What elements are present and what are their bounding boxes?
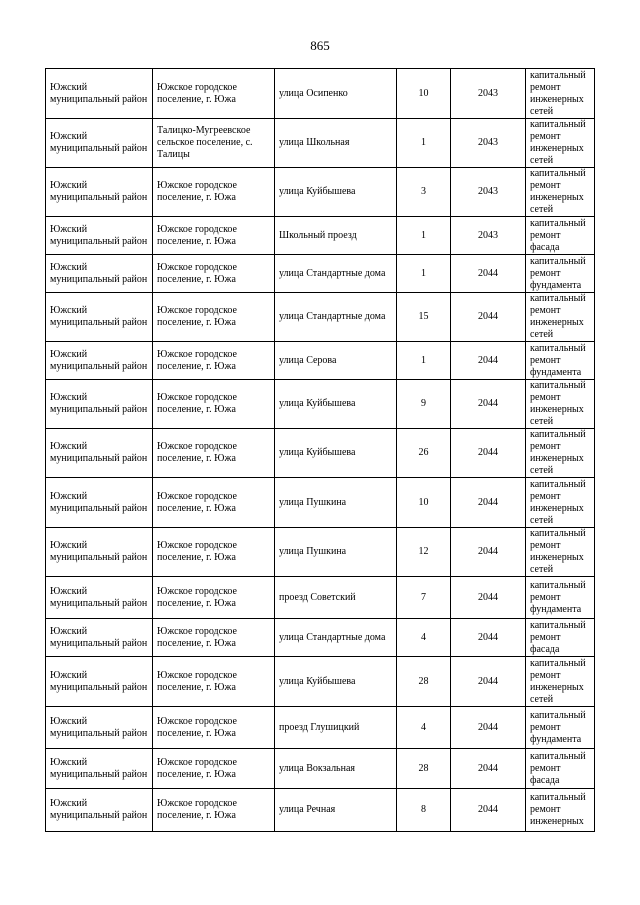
settlement-cell: Южское городское поселение, г. Южа bbox=[153, 789, 275, 832]
year-cell: 2044 bbox=[451, 657, 526, 707]
house-number-cell: 28 bbox=[397, 657, 451, 707]
table-row bbox=[46, 119, 595, 168]
year-cell: 2044 bbox=[451, 342, 526, 380]
settlement-cell: Южское городское поселение, г. Южа bbox=[153, 577, 275, 619]
district-cell: Южский муниципальный район bbox=[46, 577, 153, 619]
work-type-cell: капитальный ремонт фундамента bbox=[526, 577, 595, 619]
work-type-cell: капитальный ремонт инженерных сетей bbox=[526, 657, 595, 707]
district-cell: Южский муниципальный район bbox=[46, 789, 153, 832]
house-number-cell: 7 bbox=[397, 577, 451, 619]
settlement-cell: Южское городское поселение, г. Южа bbox=[153, 69, 275, 119]
work-type-cell: капитальный ремонт инженерных сетей bbox=[526, 429, 595, 478]
work-type-cell: капитальный ремонт инженерных bbox=[526, 789, 595, 832]
work-type-cell: капитальный ремонт фасада bbox=[526, 619, 595, 657]
house-number-cell: 3 bbox=[397, 168, 451, 217]
settlement-cell: Талицко-Мугреевское сельское поселение, с. Талицы bbox=[153, 119, 275, 168]
house-number-cell: 1 bbox=[397, 342, 451, 380]
work-type-cell: капитальный ремонт инженерных сетей bbox=[526, 478, 595, 528]
table-row bbox=[46, 217, 595, 255]
work-type-cell: капитальный ремонт инженерных сетей bbox=[526, 528, 595, 577]
settlement-cell: Южское городское поселение, г. Южа bbox=[153, 342, 275, 380]
page-number: 865 bbox=[310, 38, 330, 53]
settlement-cell: Южское городское поселение, г. Южа bbox=[153, 293, 275, 342]
house-number-cell: 4 bbox=[397, 707, 451, 749]
year-cell: 2044 bbox=[451, 293, 526, 342]
settlement-cell: Южское городское поселение, г. Южа bbox=[153, 749, 275, 789]
year-cell: 2044 bbox=[451, 528, 526, 577]
year-cell: 2044 bbox=[451, 478, 526, 528]
table-row bbox=[46, 69, 595, 119]
settlement-cell: Южское городское поселение, г. Южа bbox=[153, 168, 275, 217]
district-cell: Южский муниципальный район bbox=[46, 255, 153, 293]
district-cell: Южский муниципальный район bbox=[46, 749, 153, 789]
year-cell: 2043 bbox=[451, 217, 526, 255]
house-number-cell: 8 bbox=[397, 789, 451, 832]
year-cell: 2043 bbox=[451, 69, 526, 119]
settlement-cell: Южское городское поселение, г. Южа bbox=[153, 528, 275, 577]
street-cell: улица Пушкина bbox=[275, 478, 397, 528]
settlement-cell: Южское городское поселение, г. Южа bbox=[153, 478, 275, 528]
house-number-cell: 4 bbox=[397, 619, 451, 657]
street-cell: улица Стандартные дома bbox=[275, 255, 397, 293]
work-type-cell: капитальный ремонт инженерных сетей bbox=[526, 380, 595, 429]
table-row bbox=[46, 707, 595, 749]
work-type-cell: капитальный ремонт инженерных сетей bbox=[526, 168, 595, 217]
street-cell: проезд Советский bbox=[275, 577, 397, 619]
street-cell: улица Пушкина bbox=[275, 528, 397, 577]
district-cell: Южский муниципальный район bbox=[46, 342, 153, 380]
street-cell: улица Куйбышева bbox=[275, 429, 397, 478]
street-cell: Школьный проезд bbox=[275, 217, 397, 255]
work-type-cell: капитальный ремонт фундамента bbox=[526, 707, 595, 749]
district-cell: Южский муниципальный район bbox=[46, 478, 153, 528]
district-cell: Южский муниципальный район bbox=[46, 380, 153, 429]
settlement-cell: Южское городское поселение, г. Южа bbox=[153, 707, 275, 749]
year-cell: 2044 bbox=[451, 789, 526, 832]
street-cell: улица Речная bbox=[275, 789, 397, 832]
house-number-cell: 12 bbox=[397, 528, 451, 577]
table-row bbox=[46, 749, 595, 789]
district-cell: Южский муниципальный район bbox=[46, 69, 153, 119]
year-cell: 2044 bbox=[451, 707, 526, 749]
settlement-cell: Южское городское поселение, г. Южа bbox=[153, 255, 275, 293]
table-row bbox=[46, 168, 595, 217]
settlement-cell: Южское городское поселение, г. Южа bbox=[153, 657, 275, 707]
year-cell: 2044 bbox=[451, 429, 526, 478]
settlement-cell: Южское городское поселение, г. Южа bbox=[153, 619, 275, 657]
street-cell: улица Школьная bbox=[275, 119, 397, 168]
street-cell: улица Осипенко bbox=[275, 69, 397, 119]
work-type-cell: капитальный ремонт инженерных сетей bbox=[526, 293, 595, 342]
work-type-cell: капитальный ремонт инженерных сетей bbox=[526, 119, 595, 168]
year-cell: 2044 bbox=[451, 255, 526, 293]
work-type-cell: капитальный ремонт инженерных сетей bbox=[526, 69, 595, 119]
table-row bbox=[46, 429, 595, 478]
district-cell: Южский муниципальный район bbox=[46, 619, 153, 657]
street-cell: улица Вокзальная bbox=[275, 749, 397, 789]
house-number-cell: 1 bbox=[397, 119, 451, 168]
district-cell: Южский муниципальный район bbox=[46, 528, 153, 577]
district-cell: Южский муниципальный район bbox=[46, 217, 153, 255]
settlement-cell: Южское городское поселение, г. Южа bbox=[153, 380, 275, 429]
street-cell: улица Куйбышева bbox=[275, 380, 397, 429]
table-row bbox=[46, 478, 595, 528]
table-row bbox=[46, 342, 595, 380]
settlement-cell: Южское городское поселение, г. Южа bbox=[153, 217, 275, 255]
work-type-cell: капитальный ремонт фундамента bbox=[526, 342, 595, 380]
district-cell: Южский муниципальный район bbox=[46, 168, 153, 217]
house-number-cell: 9 bbox=[397, 380, 451, 429]
table-row bbox=[46, 528, 595, 577]
table-row bbox=[46, 293, 595, 342]
registry-table bbox=[45, 68, 595, 832]
street-cell: улица Стандартные дома bbox=[275, 293, 397, 342]
table-row bbox=[46, 657, 595, 707]
house-number-cell: 10 bbox=[397, 69, 451, 119]
street-cell: улица Куйбышева bbox=[275, 168, 397, 217]
year-cell: 2043 bbox=[451, 119, 526, 168]
work-type-cell: капитальный ремонт фасада bbox=[526, 217, 595, 255]
house-number-cell: 26 bbox=[397, 429, 451, 478]
year-cell: 2044 bbox=[451, 749, 526, 789]
house-number-cell: 10 bbox=[397, 478, 451, 528]
year-cell: 2044 bbox=[451, 577, 526, 619]
table-row bbox=[46, 619, 595, 657]
registry-table-body bbox=[46, 69, 595, 832]
district-cell: Южский муниципальный район bbox=[46, 657, 153, 707]
table-row bbox=[46, 577, 595, 619]
street-cell: улица Серова bbox=[275, 342, 397, 380]
year-cell: 2044 bbox=[451, 619, 526, 657]
table-row bbox=[46, 789, 595, 832]
house-number-cell: 1 bbox=[397, 255, 451, 293]
table-row bbox=[46, 380, 595, 429]
street-cell: улица Куйбышева bbox=[275, 657, 397, 707]
district-cell: Южский муниципальный район bbox=[46, 293, 153, 342]
work-type-cell: капитальный ремонт фундамента bbox=[526, 255, 595, 293]
house-number-cell: 28 bbox=[397, 749, 451, 789]
table-row bbox=[46, 255, 595, 293]
year-cell: 2044 bbox=[451, 380, 526, 429]
work-type-cell: капитальный ремонт фасада bbox=[526, 749, 595, 789]
district-cell: Южский муниципальный район bbox=[46, 119, 153, 168]
house-number-cell: 1 bbox=[397, 217, 451, 255]
district-cell: Южский муниципальный район bbox=[46, 707, 153, 749]
street-cell: проезд Глушицкий bbox=[275, 707, 397, 749]
house-number-cell: 15 bbox=[397, 293, 451, 342]
year-cell: 2043 bbox=[451, 168, 526, 217]
street-cell: улица Стандартные дома bbox=[275, 619, 397, 657]
settlement-cell: Южское городское поселение, г. Южа bbox=[153, 429, 275, 478]
district-cell: Южский муниципальный район bbox=[46, 429, 153, 478]
